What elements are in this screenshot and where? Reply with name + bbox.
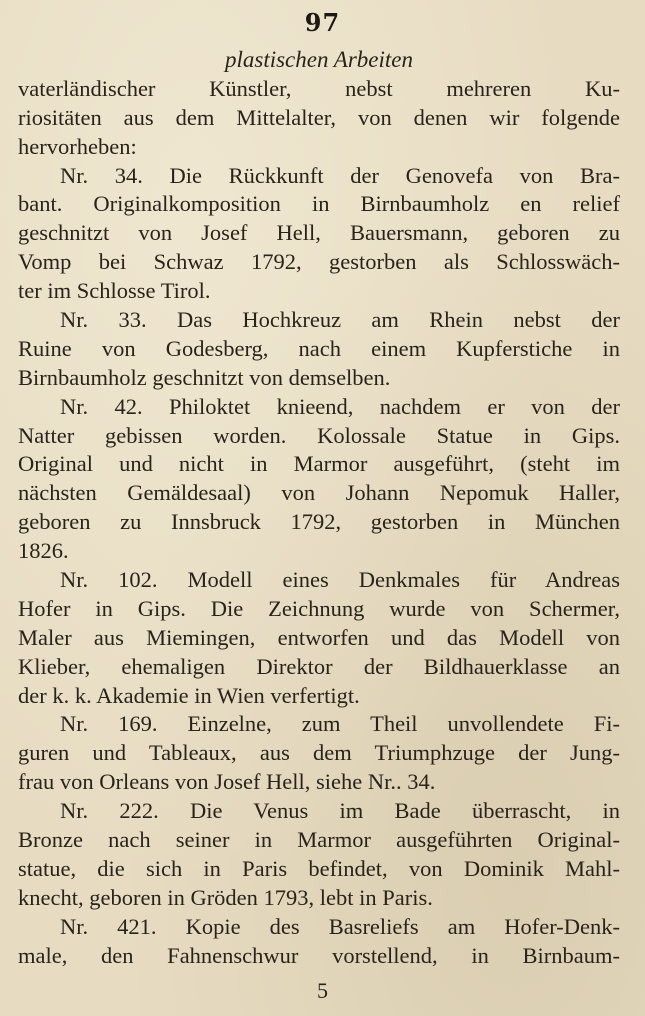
text-line: male, den Fahnenschwur vorstellend, in Birnbaum- — [18, 942, 620, 968]
entry-start-line: Nr. 222. Die Venus im Bade überrascht, in — [60, 798, 620, 824]
entry-start-line: Nr. 102. Modell eines Denkmales für Andreas — [60, 567, 620, 593]
text-line: Klieber, ehemaligen Direktor der Bildhauerklasse an — [18, 653, 620, 679]
text-line: frau von Orleans von Josef Hell, siehe Nr.. 34. — [18, 769, 436, 795]
text-line: Hofer in Gips. Die Zeichnung wurde von Schermer, — [18, 595, 620, 621]
text-line: Bronze nach seiner in Marmor ausgeführten Original- — [18, 827, 620, 853]
signature-mark: 5 — [317, 978, 328, 1003]
entry-start-line: Nr. 421. Kopie des Basreliefs am Hofer-Denk- — [60, 913, 620, 939]
text-line: der k. k. Akademie in Wien verfertigt. — [18, 682, 360, 708]
heading-line: plastischen Arbeiten — [224, 47, 414, 72]
entry-start-line: Nr. 169. Einzelne, zum Theil unvollendete Fi- — [60, 711, 620, 737]
entry-start-line: Nr. 42. Philoktet knieend, nachdem er von der — [60, 393, 620, 419]
entry-start-line: Nr. 33. Das Hochkreuz am Rhein nebst der — [60, 307, 620, 333]
entry-start-line: Nr. 34. Die Rückkunft der Genovefa von Bra- — [60, 162, 620, 188]
text-line: bant. Originalkomposition in Birnbaumholz en relief — [18, 191, 620, 217]
text-line: Ruine von Godesberg, nach einem Kupferstiche in — [18, 335, 620, 361]
text-line: vaterländischer Künstler, nebst mehreren Ku- — [18, 75, 620, 101]
text-line: 1826. — [18, 538, 69, 564]
text-line: guren und Tableaux, aus dem Triumphzuge der Jung- — [18, 740, 620, 766]
text-line: geboren zu Innsbruck 1792, gestorben in München — [18, 509, 620, 535]
text-line: hervorheben: — [18, 133, 137, 159]
text-line: riositäten aus dem Mittelalter, von denen wir folgende — [18, 104, 620, 130]
text-line: Original und nicht in Marmor ausgeführt, (steht im — [18, 451, 620, 477]
text-line: knecht, geboren in Gröden 1793, lebt in Paris. — [18, 884, 433, 910]
text-line: Maler aus Miemingen, entworfen und das Modell von — [18, 624, 620, 650]
text-line: geschnitzt von Josef Hell, Bauersmann, geboren zu — [18, 220, 620, 246]
text-line: ter im Schlosse Tirol. — [18, 278, 211, 304]
text-line: Natter gebissen worden. Kolossale Statue in Gips. — [18, 422, 620, 448]
text-line: nächsten Gemäldesaal) von Johann Nepomuk Haller, — [18, 480, 620, 506]
page-number: 97 — [304, 8, 341, 37]
text-line: Birnbaumholz geschnitzt von demselben. — [18, 364, 391, 390]
text-line: statue, die sich in Paris befindet, von Dominik Mahl- — [18, 855, 620, 881]
text-line: Vomp bei Schwaz 1792, gestorben als Schlosswäch- — [18, 249, 620, 275]
body-text — [18, 46, 620, 971]
